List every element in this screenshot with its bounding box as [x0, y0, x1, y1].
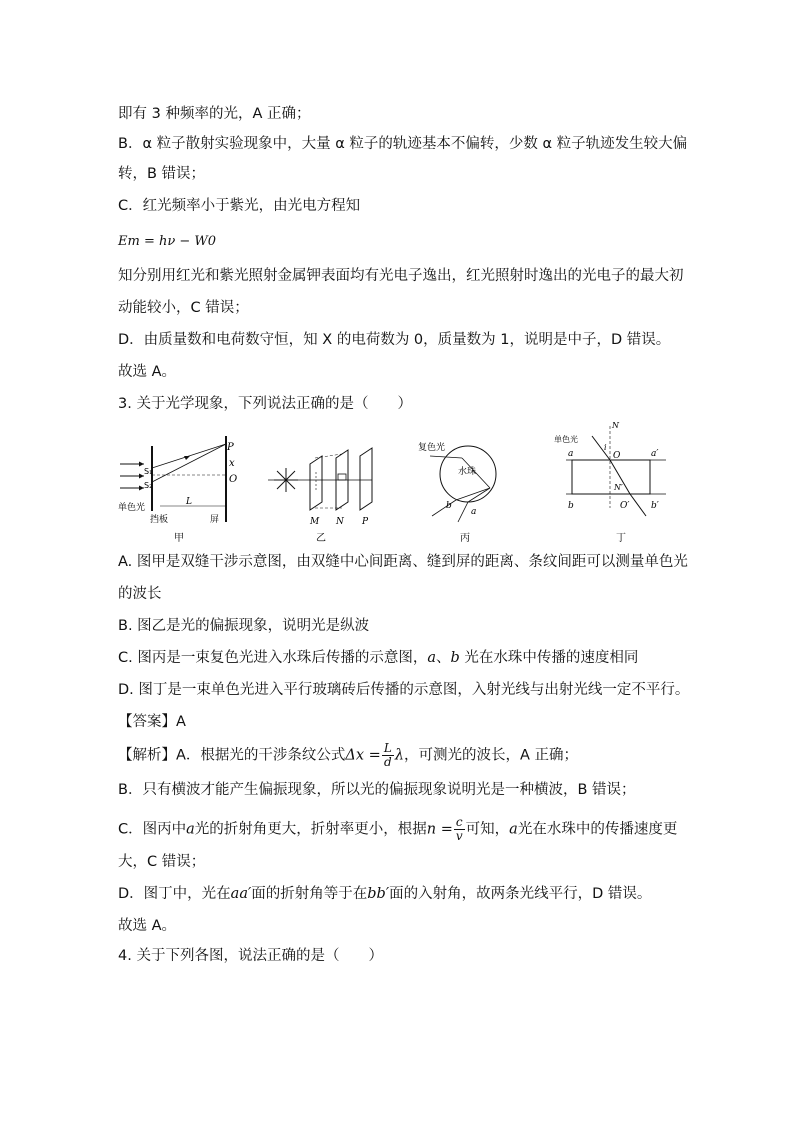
lambda: λ — [394, 747, 405, 764]
label-n-prime: N′ — [614, 483, 623, 492]
numerator: L — [383, 741, 392, 755]
figure-jia — [118, 436, 237, 544]
analysis-conclusion: 故选 A。 — [118, 918, 177, 934]
text-line: B．α 粒子散射实验现象中，大量 α 粒子的轨迹基本不偏转，少数 α 粒子轨迹发生较大偏 — [118, 136, 688, 152]
formula-lhs: Δx = — [345, 747, 381, 764]
label-p: P — [227, 442, 234, 453]
label-s1: S₁ — [144, 467, 153, 476]
analysis-a-text-end: ，可测光的波长，A 正确； — [404, 747, 579, 764]
var-b: b — [450, 650, 460, 666]
label-light: 复色光 — [418, 443, 446, 453]
label-o: O — [613, 451, 621, 461]
analysis-c-text: C．图丙中 — [118, 821, 187, 838]
formula-photoelectric: Em = hν − W0 — [118, 234, 217, 249]
numerator: c — [454, 816, 465, 830]
option-c-text-end: 光在水珠中传播的速度相同 — [459, 650, 639, 666]
label-a-prime: a′ — [651, 449, 659, 459]
option-a-cont: 的波长 — [118, 586, 162, 602]
caption-jia: 甲 — [174, 533, 184, 544]
text-line: D．由质量数和电荷数守恒，知 X 的电荷数为 0，质量数为 1，说明是中子，D 错误。 — [118, 332, 671, 348]
var-a: a — [427, 650, 436, 666]
label-light: 单色光 — [554, 435, 578, 444]
analysis-c-text3: 可知， — [465, 821, 510, 838]
text-line: 动能较小，C 错误； — [118, 300, 249, 316]
analysis-a-text: 【解析】A．根据光的干涉条纹公式 — [118, 747, 346, 764]
option-a: A. 图甲是双缝干涉示意图，由双缝中心间距离、缝到屏的距离、条纹间距可以测量单色光 — [118, 554, 688, 570]
analysis-a — [118, 742, 578, 769]
figure-bing — [418, 441, 496, 544]
question-4: 4. 关于下列各图，说法正确的是（ ） — [118, 948, 383, 964]
analysis-d-text-end: 面的入射角，故两条光线平行，D 错误。 — [389, 886, 652, 902]
figure-row — [110, 416, 690, 546]
option-c — [118, 648, 638, 668]
analysis-c-text2: 光的折射角更大，折射率更小，根据 — [194, 821, 427, 838]
label-a: a — [568, 449, 574, 459]
label-b-prime: b′ — [651, 501, 659, 511]
answer: 【答案】A — [118, 714, 186, 730]
label-a: a — [471, 507, 477, 517]
label-light: 单色光 — [118, 503, 146, 513]
text-line: C．红光频率小于紫光，由光电方程知 — [118, 198, 361, 214]
fraction-c-v — [454, 816, 465, 843]
label-p: P — [362, 517, 369, 527]
var-a: a — [509, 821, 518, 838]
caption-bing: 丙 — [460, 533, 470, 544]
label-b: b — [446, 501, 452, 511]
label-baffle: 挡板 — [150, 515, 169, 525]
text-line: 故选 A。 — [118, 364, 177, 380]
analysis-c-cont: 大，C 错误； — [118, 854, 206, 870]
figure-ding — [554, 421, 666, 544]
denominator: d — [383, 755, 392, 769]
label-drop: 水珠 — [458, 467, 477, 477]
label-x: x — [229, 458, 235, 469]
analysis-d — [118, 884, 651, 904]
text-line: 即有 3 种频率的光，A 正确； — [118, 106, 311, 122]
surface-aa: aa′ — [230, 886, 252, 902]
analysis-c — [118, 816, 677, 843]
analysis-c-text-end: 光在水珠中的传播速度更 — [517, 821, 678, 838]
var-a: a — [186, 821, 195, 838]
label-o: O — [229, 474, 238, 485]
analysis-b: B．只有横波才能产生偏振现象，所以光的偏振现象说明光是一种横波，B 错误； — [118, 782, 636, 798]
label-l: L — [186, 497, 192, 507]
figure-yi — [268, 448, 372, 544]
label-o-prime: O′ — [620, 501, 630, 511]
label-n: N — [612, 421, 619, 430]
label-b: b — [568, 501, 574, 511]
denominator: v — [455, 829, 463, 843]
caption-yi: 乙 — [316, 533, 326, 544]
label-i: i — [604, 443, 607, 452]
caption-ding: 丁 — [616, 533, 626, 544]
option-c-text: C. 图丙是一束复色光进入水珠后传播的示意图， — [118, 650, 428, 666]
option-b: B. 图乙是光的偏振现象，说明光是纵波 — [118, 618, 370, 634]
label-n: N — [336, 517, 344, 527]
analysis-d-text2: 面的折射角等于在 — [251, 886, 368, 902]
formula-lhs: n = — [426, 821, 453, 838]
option-c-sep: 、 — [436, 650, 451, 666]
label-m: M — [310, 517, 320, 527]
analysis-d-text: D．图丁中，光在 — [118, 886, 231, 902]
surface-bb: bb′ — [367, 886, 390, 902]
text-line: 转，B 错误； — [118, 166, 206, 182]
fraction-l-d — [382, 742, 394, 769]
question-3: 3. 关于光学现象，下列说法正确的是（ ） — [118, 396, 412, 412]
label-s2: S₂ — [144, 481, 153, 490]
text-line: 知分别用红光和紫光照射金属钾表面均有光电子逸出，红光照射时逸出的光电子的最大初 — [118, 268, 684, 284]
option-d: D. 图丁是一束单色光进入平行玻璃砖后传播的示意图，入射光线与出射光线一定不平行。 — [118, 682, 690, 698]
label-screen: 屏 — [210, 515, 220, 525]
